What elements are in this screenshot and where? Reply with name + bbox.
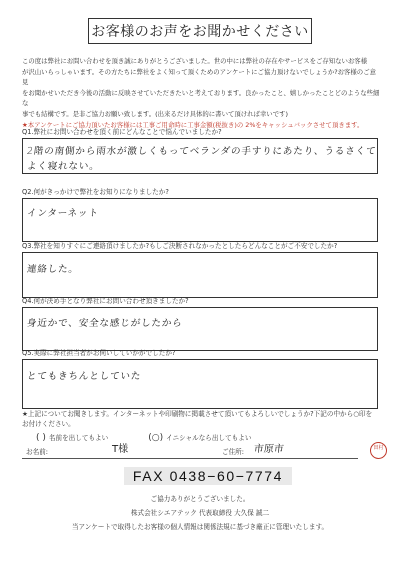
- answer-box[interactable]: [22, 252, 378, 298]
- consent-text: ★上記についてお聞きします。インターネットや印刷物に掲載させて頂いてもよろしいでしょうか?下記の中から○印を: [22, 410, 373, 418]
- question-label: Q5.実際に弊社担当者がお伺いしていかがでしたか?: [22, 349, 176, 357]
- option-name-allowed[interactable]: [36, 432, 108, 443]
- question-2: [22, 188, 378, 242]
- consent-text-2: お付けください。: [22, 420, 75, 428]
- handwritten-answer: 連絡した。: [26, 264, 80, 275]
- handwritten-answer: 2階の南側から雨水が激しくもってベランダの手すりにあたり、うるさくて: [26, 146, 377, 157]
- handwritten-answer: とてもきちんとしていた: [26, 371, 142, 382]
- question-label: Q1.弊社にお問い合わせを頂く前にどんなことで悩んでいましたか?: [22, 128, 222, 136]
- intro-line: をお聞かせいただき今後の活動に反映させていただきたいと考えております。良かったこと、嬉しかったことどのような些細な: [22, 88, 380, 108]
- question-label: Q2.何がきっかけで弊社をお知りになりましたか?: [22, 188, 169, 196]
- intro-line: 事でも結構です。是非ご協力お願い致します。(出来るだけ具体的に書いて頂ければ幸いです): [22, 109, 288, 118]
- question-4: [22, 297, 378, 351]
- name-value[interactable]: T様: [112, 444, 129, 455]
- handwritten-answer: 身近かで、安全な感じがしたから: [26, 318, 184, 329]
- question-1: [22, 128, 378, 174]
- handwritten-answer: インターネット: [26, 208, 100, 219]
- fax-number: FAX 0438−60−7774: [124, 467, 292, 485]
- company-name: 株式会社シエアテック 代表取締役 大久保 誠二: [130, 509, 270, 517]
- intro-line: が沢山いらっしゃいます。その方たちに弊社をよく知って頂くためのアンケートにご協力頂けないでしょうか?お客様のご意見: [22, 67, 376, 87]
- consent-section: [22, 408, 382, 443]
- answer-box[interactable]: [22, 359, 378, 409]
- cashback-note: ★本アンケートにご協力頂いたお客様には工事ご用命時に工事金額(税抜き)の 2%をキャッシュバックさせて頂きます。: [22, 120, 364, 129]
- option-initials-allowed[interactable]: [148, 432, 251, 443]
- question-label: Q3.弊社を知りすぐにご連絡頂けましたか?もしご決断されなかったとしたらどんなことがご不安でしたか?: [22, 242, 338, 250]
- option-label: イニシャルなら出してもよい: [166, 434, 252, 442]
- handwritten-answer: よく寝れない。: [26, 161, 101, 172]
- name-label: お名前:: [26, 448, 49, 456]
- option-mark: ( ): [36, 433, 46, 443]
- intro-line: この度は弊社にお問い合わせを頂き誠にありがとうございました。世の中には弊社の存在やサービスをご存知ないお客様: [22, 57, 368, 65]
- name-address-row: [22, 444, 358, 459]
- question-3: [22, 242, 378, 298]
- intro-text: [22, 56, 382, 130]
- privacy-note: 当アンケートで取得したお客様の個人情報は関係法規に基づき厳正に管理いたします。: [71, 523, 329, 531]
- question-label: Q4.何が決め手となり弊社にお問い合わせ頂きましたか?: [22, 297, 189, 305]
- thanks-text: ご協力ありがとうございました。: [150, 495, 250, 503]
- answer-box[interactable]: [22, 307, 378, 351]
- option-mark: (○): [148, 433, 164, 443]
- page-title: お客様のお声をお聞かせください: [88, 18, 312, 44]
- option-label: 名前を出してもよい: [48, 434, 109, 442]
- address-label: ご住所:: [222, 448, 245, 456]
- answer-box[interactable]: [22, 138, 378, 174]
- question-5: [22, 349, 378, 409]
- answer-box[interactable]: [22, 198, 378, 242]
- hanko-stamp: 田村: [370, 442, 387, 459]
- address-value[interactable]: 市原市: [253, 444, 285, 455]
